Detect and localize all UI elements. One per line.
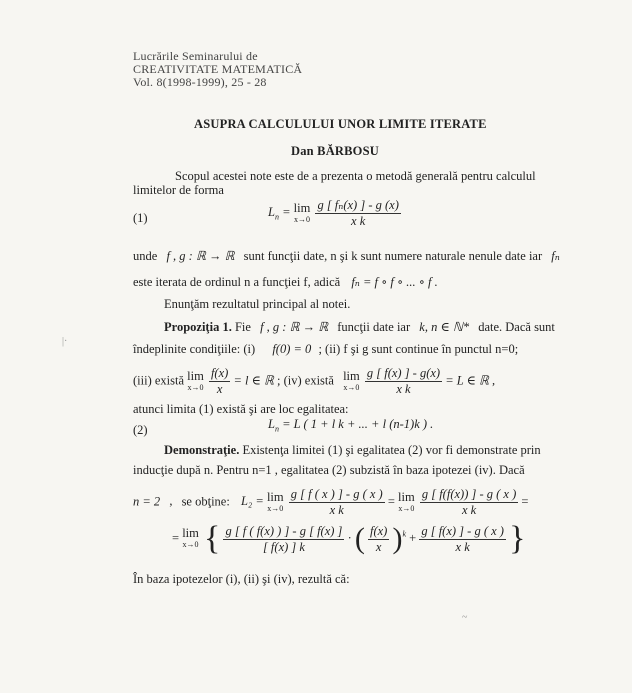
proof-line-2: inducţie după n. Pentru n=1 , egalitatea (2) subzistă în baza ipotezei (iv). Dacă (133, 463, 525, 477)
journal-name-line1: Lucrările Seminarului de (133, 49, 258, 63)
scan-artifact: |· (62, 336, 68, 347)
l2-fraction-1: $\frac{g [ f ( x ) ] - g ( x )}{\text{x k}}$ (290, 487, 383, 517)
scan-artifact: ~ (462, 612, 468, 623)
eq1-lhs: $L_n$ = (268, 205, 291, 222)
l2-fraction-2: $\frac{g [ f(f(x)) ] - g ( x )}{\text{x k}}$ (421, 487, 517, 517)
conditions-line: îndeplinite condiţiile: (i) f(0) = 0 ; (ii) f şi g sunt continue în punctul n=0; (133, 342, 519, 356)
paper-author: Dan BĂRBOSU (291, 144, 379, 158)
eq1-fraction: $\frac{\text{g [ fₙ(x) ] - g (x)}}{\text{x k}}$ (317, 198, 399, 228)
big-fraction-2: $\frac{f(x)}{x}$ (369, 523, 388, 554)
big-fraction-1: $\frac{g [ f ( f(x) ) ] - g [ f(x) ]}{[ f(x) ] k}$ (225, 523, 343, 554)
last-line: În baza ipotezelor (i), (ii) şi (iv), rezultă că: (133, 572, 350, 586)
eq1-lim: lim x→0 (293, 200, 311, 224)
n2-derivation: n = 2 , se obţine: L₂ = lim x→0 $\frac{g [ f ( x ) ] - g ( x )}{\text{x k}}$ = lim x→0 $\frac{g [ f(f(x)) ] - g ( x )}{\text{x k}}$ = (133, 487, 529, 517)
text-iterata: este iterata de ordinul n a funcţiei f, adică fₙ = f ∘ f ∘ ... ∘ f . (133, 275, 438, 289)
conditions-iii-iv: (iii) există lim x→0 $\frac{f(x)}{x}$ = l ∈ ℝ ; (iv) există lim x→0 $\frac{g [ f(x) ] - g(x)}{\text{x k}}$ = L ∈ ℝ , (133, 366, 496, 396)
text-unde: unde f , g : ℝ → ℝ sunt funcţii date, n şi k sunt numere naturale nenule date iar fₙ (133, 249, 560, 263)
big-fraction-3: $\frac{g [ f(x) ] - g ( x )}{\text{x k}}$ (421, 523, 504, 554)
paper-title: ASUPRA CALCULULUI UNOR LIMITE ITERATE (194, 117, 487, 131)
big-expression: = lim x→0 { $\frac{g [ f ( f(x) ) ] - g [ f(x) ]}{[ f(x) ] k}$ · ( $\frac{f(x)}{x}$ )$^k$ + $\frac{g [ f(x) ] - g ( x )}{\text{x k}}$ } (172, 520, 526, 557)
cond-iv-fraction: $\frac{g [ f(x) ] - g(x)}{\text{x k}}$ (366, 366, 441, 396)
intro-line-1: Scopul acestei note este de a prezenta o metodă generală pentru calculul (175, 169, 536, 183)
cond-iii-fraction: $\frac{f(x)}{x}$ (210, 366, 229, 396)
equation-2: $L_n = L$ ( 1 + l k + ... + l (n-1)k ) . (268, 417, 434, 434)
equation-2-label: (2) (133, 423, 148, 437)
equation-1 (268, 199, 401, 228)
proof-line-1: Demonstraţie. Existenţa limitei (1) şi egalitatea (2) vor fi demonstrate prin (164, 443, 541, 457)
text-enunt: Enunţăm rezultatul principal al notei. (164, 297, 351, 311)
intro-line-2: limitelor de forma (133, 183, 224, 197)
journal-volume: Vol. 8(1998-1999), 25 - 28 (133, 75, 267, 89)
conclusion-text: atunci limita (1) există şi are loc egalitatea: (133, 402, 349, 416)
equation-1-label: (1) (133, 211, 148, 225)
proposition-1: Propoziţia 1. Fie f , g : ℝ → ℝ funcţii date iar k, n ∈ ℕ* date. Dacă sunt (164, 320, 555, 334)
journal-name-line2: CREATIVITATE MATEMATICĂ (133, 62, 303, 76)
